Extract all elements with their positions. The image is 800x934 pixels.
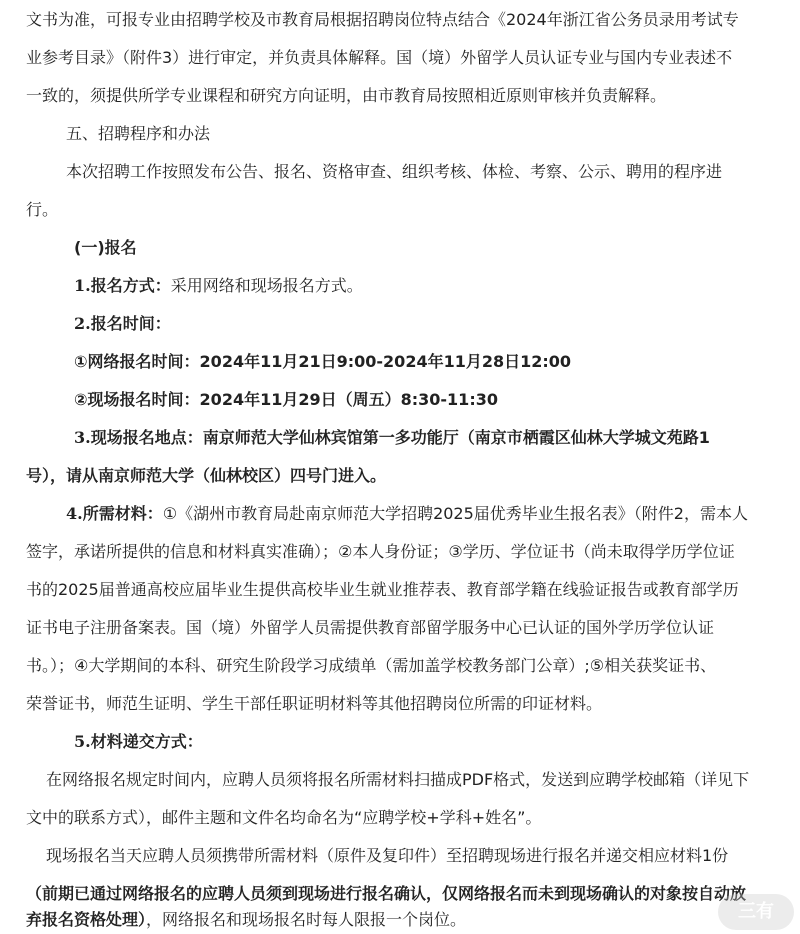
item-label: 现场报名地点：南京师范大学仙林宾馆第一多功能厅（南京市栖霞区仙林大学城文苑路1 (90, 428, 710, 447)
item-label: 报名时间： (90, 314, 171, 333)
item-registration-location (74, 426, 710, 450)
paragraph-line: 现场报名当天应聘人员须携带所需材料（原件及复印件）至招聘现场进行报名并递交相应材料1份 (46, 846, 729, 865)
item-text: ①《湖州市教育局赴南京师范大学招聘2025届优秀毕业生报名表》（附件2，需本人 (162, 504, 748, 523)
paragraph-line: 文书为准，可报专业由招聘学校及市教育局根据招聘岗位特点结合《2024年浙江省公务员录用考试专 (26, 10, 739, 29)
paragraph-line: 证书电子注册备案表。国（境）外留学人员需提供教育部留学服务中心已认证的国外学历学位认证 (26, 618, 715, 637)
paragraph-line: 文中的联系方式），邮件主题和文件名均命名为“应聘学校+学科+姓名”。 (26, 808, 542, 827)
bold-text: 弃报名资格处理） (26, 910, 147, 929)
item-label: 所需材料： (82, 504, 163, 523)
section-heading: 五、招聘程序和办法 (66, 124, 211, 143)
paragraph-line: 号），请从南京师范大学（仙林校区）四号门进入。 (26, 466, 387, 485)
item-number: 2. (74, 314, 91, 333)
item-registration-method (74, 274, 363, 298)
onsite-registration-time: ②现场报名时间：2024年11月29日（周五）8:30-11:30 (74, 390, 498, 409)
paragraph-line: 行。 (26, 200, 59, 219)
watermark-logo: 三有 (718, 894, 794, 930)
item-label: 报名方式： (90, 276, 171, 295)
item-number: 4. (66, 504, 83, 523)
paragraph-line (26, 908, 466, 932)
paragraph-line: 书的2025届普通高校应届毕业生提供高校毕业生就业推荐表、教育部学籍在线验证报告或教育部学历 (26, 580, 739, 599)
paragraph-line: 书。）；④大学期间的本科、研究生阶段学习成绩单（需加盖学校教务部门公章）;⑤相关获奖证书、 (26, 656, 717, 675)
item-label: 材料递交方式： (90, 732, 203, 751)
paragraph-line: （前期已通过网络报名的应聘人员须到现场进行报名确认，仅网络报名而未到现场确认的对象按自动放 (26, 884, 747, 903)
item-number: 5. (74, 732, 91, 751)
item-number: 1. (74, 276, 91, 295)
paragraph-line: 在网络报名规定时间内，应聘人员须将报名所需材料扫描成PDF格式，发送到应聘学校邮箱（详见下 (46, 770, 750, 789)
item-number: 3. (74, 428, 91, 447)
item-registration-time (74, 312, 171, 336)
paragraph-line: 荣誉证书，师范生证明、学生干部任职证明材料等其他招聘岗位所需的印证材料。 (26, 694, 603, 713)
paragraph-line: 业参考目录》（附件3）进行审定，并负责具体解释。国（境）外留学人员认证专业与国内专业表述不 (26, 48, 733, 67)
item-submission-method (74, 730, 203, 754)
online-registration-time: ①网络报名时间：2024年11月21日9:00-2024年11月28日12:00 (74, 352, 572, 371)
paragraph-line: 签字，承诺所提供的信息和材料真实准确）；②本人身份证；③学历、学位证书（尚未取得学历学位证 (26, 542, 735, 561)
paragraph-line: 一致的，须提供所学专业课程和研究方向证明，由市教育局按照相近原则审核并负责解释。 (26, 86, 667, 105)
plain-text: ，网络报名和现场报名时每人限报一个岗位。 (146, 910, 467, 929)
item-required-materials (66, 502, 748, 526)
item-text: 采用网络和现场报名方式。 (170, 276, 363, 295)
paragraph-line: 本次招聘工作按照发布公告、报名、资格审查、组织考核、体检、考察、公示、聘用的程序进 (66, 162, 723, 181)
subsection-heading: (一)报名 (74, 238, 137, 257)
